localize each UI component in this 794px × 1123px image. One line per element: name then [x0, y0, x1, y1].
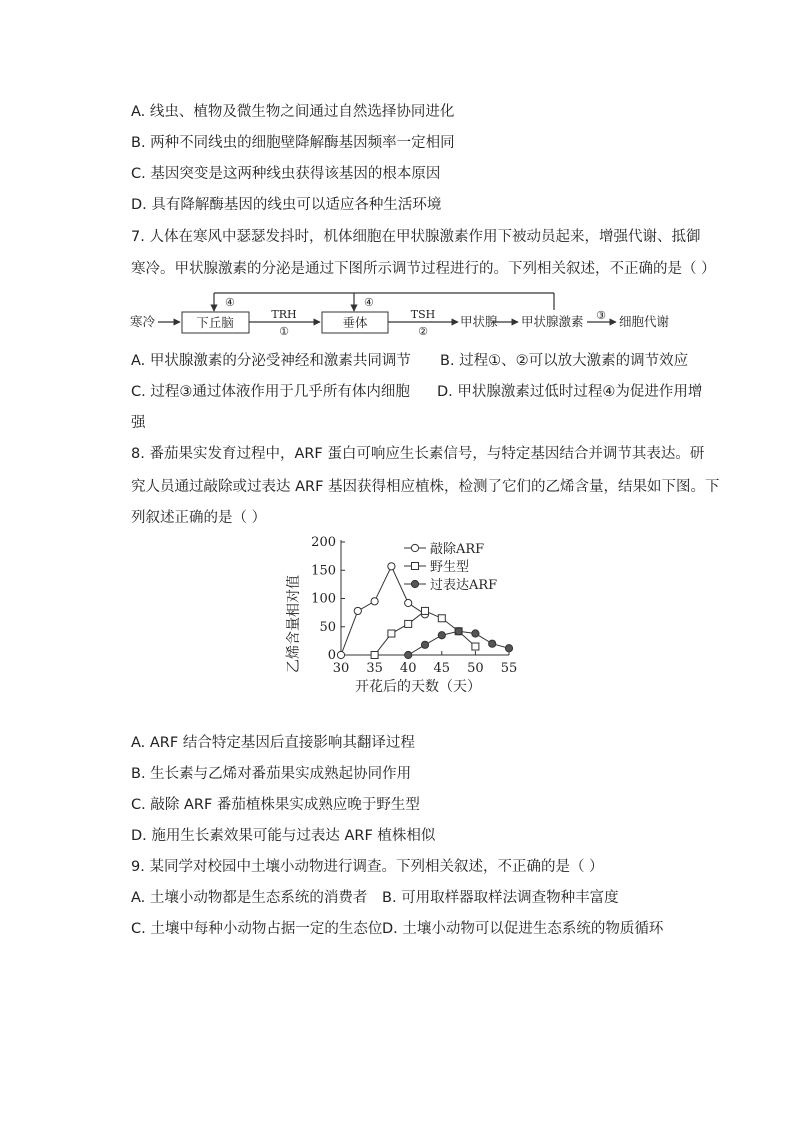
chart-data-point: [354, 607, 361, 614]
diagram-hypothalamus: 下丘脑: [196, 315, 234, 330]
q8-option-b: B. 生长素与乙烯对番茄果实成熟起协同作用: [131, 766, 412, 782]
chart-data-point: [371, 652, 378, 659]
chart-y-tick-label: 0: [327, 648, 336, 663]
q7-option-c: C. 过程③通过体液作用于几乎所有体内细胞: [131, 384, 410, 400]
q6-option-c: C. 基因突变是这两种线虫获得该基因的根本原因: [131, 166, 441, 182]
chart-x-tick-label: 35: [366, 661, 383, 676]
chart-data-point: [455, 628, 462, 635]
q9-stem: 9. 某同学对校园中土壤小动物进行调查。下列相关叙述，不正确的是（ ）: [131, 859, 604, 875]
q9-option-b: B. 可用取样器取样法调查物种丰富度: [382, 890, 619, 906]
legend-marker: [411, 580, 418, 587]
chart-series-line: [341, 566, 425, 655]
chart-y-axis-label: 乙烯含量相对值: [286, 575, 302, 673]
diagram-process-2: ②: [418, 325, 428, 336]
chart-data-point: [422, 607, 429, 614]
chart-data-point: [505, 645, 512, 652]
chart-y-tick-label: 100: [311, 591, 336, 607]
chart-data-point: [371, 598, 378, 605]
q9-option-a: A. 土壤小动物都是生态系统的消费者: [131, 890, 368, 906]
diagram-process-3: ③: [596, 309, 606, 322]
q8-option-c: C. 敲除 ARF 番茄植株果实成熟应晚于野生型: [131, 797, 420, 813]
q7-option-d-cont: 强: [131, 415, 146, 431]
legend-label: 过表达ARF: [430, 578, 498, 593]
chart-data-point: [337, 651, 344, 658]
q7-regulation-diagram: [128, 288, 708, 336]
chart-data-point: [438, 615, 445, 622]
chart-data-point: [489, 640, 496, 647]
diagram-thyroid: 甲状腺: [460, 314, 498, 329]
chart-x-tick-label: 40: [399, 661, 417, 676]
diagram-hormone: 甲状腺激素: [521, 314, 584, 329]
q7-option-b: B. 过程①、②可以放大激素的调节效应: [440, 353, 689, 369]
diagram-tsh: TSH: [410, 308, 436, 321]
chart-data-point: [388, 630, 395, 637]
chart-y-tick-label: 200: [311, 535, 336, 550]
chart-x-tick-label: 45: [433, 661, 451, 676]
q8-option-a: A. ARF 结合特定基因后直接影响其翻译过程: [131, 735, 415, 751]
chart-data-point: [438, 632, 445, 639]
chart-data-point: [421, 641, 428, 648]
q7-option-d: D. 甲状腺激素过低时过程④为促进作用增: [437, 384, 703, 400]
chart-data-point: [472, 630, 479, 637]
chart-y-tick-label: 50: [319, 619, 336, 635]
q8-stem-line3: 列叙述正确的是（ ）: [131, 510, 267, 526]
diagram-cold: 寒冷: [130, 314, 156, 329]
q7-option-a: A. 甲状腺激素的分泌受神经和激素共同调节: [131, 353, 411, 369]
legend-marker: [412, 563, 419, 570]
chart-data-point: [388, 563, 395, 570]
diagram-process-4b: ④: [364, 296, 374, 309]
chart-data-point: [405, 599, 412, 606]
q8-stem-line1: 8. 番茄果实发育过程中，ARF 蛋白可响应生长素信号，与特定基因结合并调节其表达。研: [131, 446, 705, 462]
chart-x-axis-label: 开花后的天数（天）: [355, 679, 481, 695]
diagram-process-1: ①: [279, 325, 289, 336]
q6-option-d: D. 具有降解酶基因的线虫可以适应各种生活环境: [131, 197, 442, 213]
chart-data-point: [472, 643, 479, 650]
q9-option-c: C. 土壤中每种小动物占据一定的生态位: [131, 921, 383, 937]
chart-x-tick-label: 30: [332, 661, 350, 676]
chart-x-tick-label: 50: [467, 661, 484, 676]
q7-stem-line2: 寒冷。甲状腺激素的分泌是通过下图所示调节过程进行的。下列相关叙述，不正确的是（ ）: [131, 261, 716, 277]
chart-data-point: [405, 651, 412, 658]
chart-y-tick-label: 150: [311, 563, 336, 579]
chart-x-tick-label: 55: [500, 661, 518, 676]
q8-stem-line2: 究人员通过敲除或过表达 ARF 基因获得相应植株，检测了它们的乙烯含量，结果如下图。下: [131, 479, 720, 495]
q6-option-a: A. 线虫、植物及微生物之间通过自然选择协同进化: [131, 104, 455, 120]
legend-label: 敲除ARF: [430, 542, 485, 557]
ethylene-chart: [280, 530, 530, 700]
diagram-trh: TRH: [271, 308, 297, 321]
legend-marker: [411, 544, 418, 551]
q8-option-d: D. 施用生长素效果可能与过表达 ARF 植株相似: [131, 828, 436, 844]
chart-data-point: [405, 620, 412, 627]
q7-stem-line1: 7. 人体在寒风中瑟瑟发抖时，机体细胞在甲状腺激素作用下被动员起来，增强代谢、抵御: [131, 229, 701, 245]
diagram-pituitary: 垂体: [342, 315, 368, 330]
diagram-process-4a: ④: [225, 296, 235, 309]
q9-option-d: D. 土壤小动物可以促进生态系统的物质循环: [382, 921, 664, 937]
q6-option-b: B. 两种不同线虫的细胞壁降解酶基因频率一定相同: [131, 135, 455, 151]
diagram-metabolism: 细胞代谢: [619, 314, 670, 329]
legend-label: 野生型: [430, 560, 470, 575]
